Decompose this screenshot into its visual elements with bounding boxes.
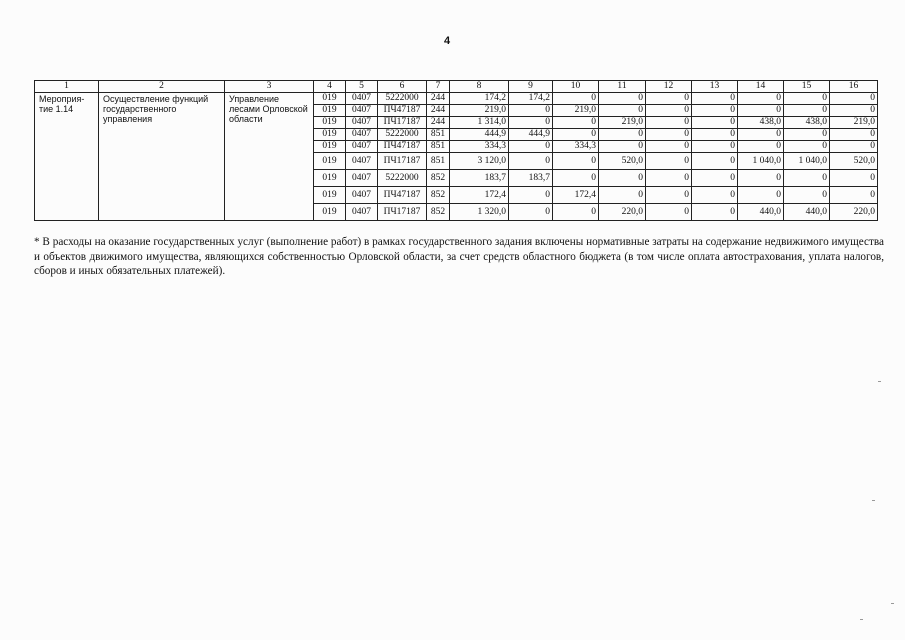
table-cell: 852 [427, 204, 450, 221]
table-cell: 0407 [346, 187, 378, 204]
table-cell: ПЧ47187 [378, 105, 427, 117]
scan-mark [860, 619, 863, 620]
table-cell: 0407 [346, 105, 378, 117]
column-number-14: 14 [738, 81, 784, 93]
table-cell: 0 [692, 93, 738, 105]
footnote: * В расходы на оказание государственных услуг (выполнение работ) в рамках государственного задания включены нормативные затраты на содержание недвижимого имущества и объектов движимого имущества, являющихся собственностью Орловской области, за счет средств областного бюджета (в том числе оплата автострахования, уплата налогов, сборов и иных обязательных платежей). [34, 236, 884, 277]
table-cell: 438,0 [738, 117, 784, 129]
table-cell: 0407 [346, 141, 378, 153]
table-cell: 0 [692, 117, 738, 129]
table-cell: 0 [553, 117, 599, 129]
table-cell: 851 [427, 153, 450, 170]
table-cell: 172,4 [553, 187, 599, 204]
table-cell: 440,0 [738, 204, 784, 221]
table-cell: 0 [599, 187, 646, 204]
table-cell: 0 [738, 141, 784, 153]
column-number-5: 5 [346, 81, 378, 93]
table-cell: 0 [646, 129, 692, 141]
table-cell: 219,0 [599, 117, 646, 129]
table-cell: 0 [599, 170, 646, 187]
table-cell: 244 [427, 117, 450, 129]
column-number-1: 1 [35, 81, 99, 93]
table-cell: 172,4 [450, 187, 509, 204]
table-cell: 019 [314, 129, 346, 141]
table-cell: 019 [314, 187, 346, 204]
table-cell: 0 [692, 141, 738, 153]
table-cell: 220,0 [830, 204, 878, 221]
table-cell: 0 [553, 204, 599, 221]
table-cell: 174,2 [450, 93, 509, 105]
table-cell: 0 [553, 153, 599, 170]
table-cell: 3 120,0 [450, 153, 509, 170]
table-cell: 244 [427, 105, 450, 117]
table-cell: 183,7 [509, 170, 553, 187]
table-cell: 1 040,0 [738, 153, 784, 170]
table-cell: 520,0 [830, 153, 878, 170]
table-cell: 334,3 [553, 141, 599, 153]
table-cell: 0407 [346, 129, 378, 141]
table-cell: 334,3 [450, 141, 509, 153]
column-number-15: 15 [784, 81, 830, 93]
table-cell: 0 [692, 187, 738, 204]
table-body [35, 81, 878, 221]
column-number-11: 11 [599, 81, 646, 93]
table-cell: 0 [830, 187, 878, 204]
table-cell: 0 [784, 105, 830, 117]
table-cell: 0 [784, 93, 830, 105]
table-cell: 0 [692, 170, 738, 187]
table-row [35, 93, 878, 105]
table-cell: 0 [509, 117, 553, 129]
table-cell: 183,7 [450, 170, 509, 187]
table-cell: 0 [784, 187, 830, 204]
table-cell: 019 [314, 117, 346, 129]
description-cell: Осуществление функций государственного управления [99, 93, 225, 221]
column-number-4: 4 [314, 81, 346, 93]
table-cell: 0 [599, 105, 646, 117]
table-cell: ПЧ17187 [378, 153, 427, 170]
table-cell: 438,0 [784, 117, 830, 129]
scan-mark [891, 603, 894, 604]
table-cell: 444,9 [509, 129, 553, 141]
table-cell: 019 [314, 141, 346, 153]
table-cell: 219,0 [450, 105, 509, 117]
table-cell: 5222000 [378, 93, 427, 105]
table-cell: 0 [738, 93, 784, 105]
table-cell: 0 [646, 93, 692, 105]
table-cell: 0 [646, 141, 692, 153]
executor-cell: Управление лесами Орловской области [225, 93, 314, 221]
table-cell: 0 [692, 129, 738, 141]
table-cell: 019 [314, 93, 346, 105]
activity-cell: Мероприя-тие 1.14 [35, 93, 99, 221]
table-cell: 1 040,0 [784, 153, 830, 170]
table-cell: 0 [738, 129, 784, 141]
table-cell: ПЧ47187 [378, 187, 427, 204]
column-number-3: 3 [225, 81, 314, 93]
column-number-10: 10 [553, 81, 599, 93]
page-number: 4 [444, 35, 451, 47]
table-cell: 0 [599, 129, 646, 141]
table-cell: 219,0 [830, 117, 878, 129]
table-cell: 0 [830, 141, 878, 153]
table-cell: 1 314,0 [450, 117, 509, 129]
table-cell: 0 [599, 93, 646, 105]
table-cell: 0 [692, 105, 738, 117]
table-cell: 019 [314, 204, 346, 221]
table-cell: 0 [738, 105, 784, 117]
column-number-8: 8 [450, 81, 509, 93]
table-cell: 019 [314, 170, 346, 187]
column-number-6: 6 [378, 81, 427, 93]
column-number-row [35, 81, 878, 93]
table-cell: 0407 [346, 153, 378, 170]
column-number-9: 9 [509, 81, 553, 93]
table-cell: 220,0 [599, 204, 646, 221]
table-cell: 0 [784, 129, 830, 141]
table-cell: 444,9 [450, 129, 509, 141]
table-cell: 0 [784, 141, 830, 153]
budget-table [34, 80, 878, 221]
table-cell: 0 [830, 129, 878, 141]
table-cell: 1 320,0 [450, 204, 509, 221]
table-cell: 0 [646, 204, 692, 221]
table-cell: 0 [599, 141, 646, 153]
table-cell: 851 [427, 141, 450, 153]
table-cell: 0 [553, 93, 599, 105]
table-cell: 174,2 [509, 93, 553, 105]
table-cell: 219,0 [553, 105, 599, 117]
table-cell: 0407 [346, 170, 378, 187]
table-cell: ПЧ17187 [378, 117, 427, 129]
table-cell: 0407 [346, 204, 378, 221]
table-cell: 0 [509, 153, 553, 170]
scan-mark [872, 500, 875, 501]
scan-mark [878, 381, 881, 382]
table-cell: 0 [509, 204, 553, 221]
table-cell: 0 [830, 105, 878, 117]
table-cell: 0 [553, 170, 599, 187]
column-number-12: 12 [646, 81, 692, 93]
table-cell: 0 [509, 187, 553, 204]
table-cell: 0 [692, 153, 738, 170]
table-cell: 0 [509, 105, 553, 117]
table-cell: 244 [427, 93, 450, 105]
table-cell: 019 [314, 105, 346, 117]
column-number-13: 13 [692, 81, 738, 93]
table-cell: 0 [646, 170, 692, 187]
table-cell: 5222000 [378, 170, 427, 187]
table-cell: 019 [314, 153, 346, 170]
column-number-7: 7 [427, 81, 450, 93]
table-cell: 0 [738, 187, 784, 204]
table-cell: 0 [646, 105, 692, 117]
table-cell: 440,0 [784, 204, 830, 221]
table-cell: 0 [830, 93, 878, 105]
table-cell: 0 [830, 170, 878, 187]
column-number-16: 16 [830, 81, 878, 93]
table-cell: 0 [509, 141, 553, 153]
table-cell: 520,0 [599, 153, 646, 170]
table-cell: 0407 [346, 93, 378, 105]
column-number-2: 2 [99, 81, 225, 93]
table-cell: 0 [692, 204, 738, 221]
table-cell: 0 [784, 170, 830, 187]
table-cell: 0 [553, 129, 599, 141]
table-cell: 0 [646, 187, 692, 204]
table-cell: 0 [646, 153, 692, 170]
table-cell: 0407 [346, 117, 378, 129]
table-cell: ПЧ47187 [378, 141, 427, 153]
table-cell: 852 [427, 187, 450, 204]
table-cell: 851 [427, 129, 450, 141]
table-cell: 0 [646, 117, 692, 129]
table-cell: 5222000 [378, 129, 427, 141]
table-cell: ПЧ17187 [378, 204, 427, 221]
table-cell: 0 [738, 170, 784, 187]
table-cell: 852 [427, 170, 450, 187]
